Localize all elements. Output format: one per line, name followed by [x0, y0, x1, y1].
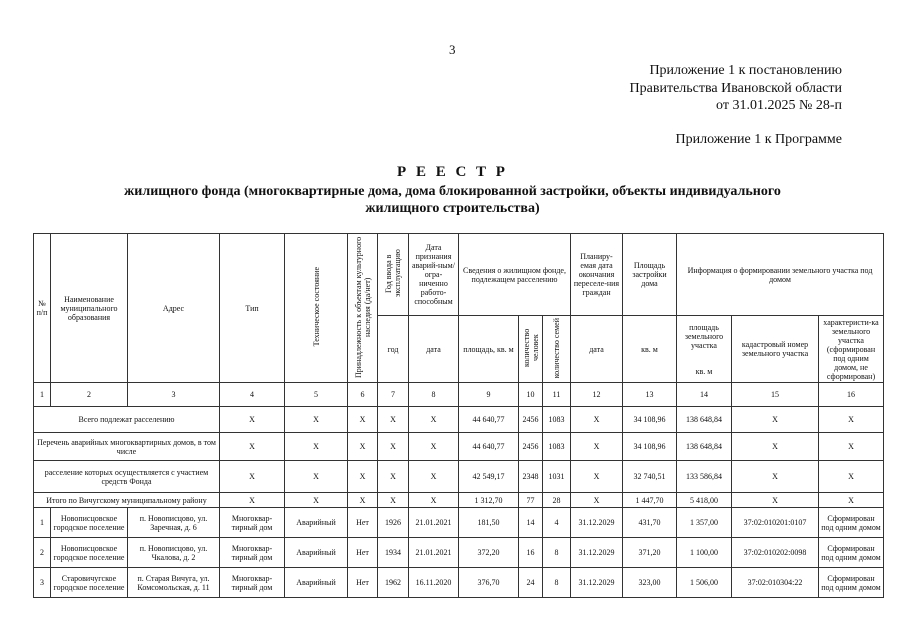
summary-label: Итого по Вичугскому муниципальному району: [34, 493, 220, 508]
header-planned-date: Планиру-емая дата окончания переселе-ния граждан: [571, 234, 623, 316]
summary-cell: 1 447,70: [623, 493, 677, 508]
row-cadastre: 37:02:010304:22: [732, 568, 819, 598]
summary-cell: 1 312,70: [459, 493, 519, 508]
row-families: 8: [543, 538, 571, 568]
summary-cell: Х: [409, 493, 459, 508]
col-number: 4: [220, 383, 285, 407]
summary-cell: Х: [409, 433, 459, 461]
row-plan-date: 31.12.2029: [571, 538, 623, 568]
summary-row: [34, 433, 884, 461]
summary-cell: Х: [819, 493, 884, 508]
header-land-info: Информация о формировании земельного участка под домом: [677, 234, 884, 316]
annex-line-1: Приложение 1 к постановлению: [649, 63, 842, 78]
header-unit-year: год: [378, 316, 409, 383]
registry-title: Р Е Е С Т Р: [397, 164, 508, 180]
col-number: 1: [34, 383, 51, 407]
col-number: 8: [409, 383, 459, 407]
summary-cell: 42 549,17: [459, 461, 519, 493]
header-num: № п/п: [34, 234, 51, 383]
row-people: 14: [519, 508, 543, 538]
row-land-char: Сформирован под одним домом: [819, 568, 884, 598]
summary-cell: 2348: [519, 461, 543, 493]
row-area: 181,50: [459, 508, 519, 538]
col-number: 5: [285, 383, 348, 407]
header-housing-info: Сведения о жилищном фонде, подлежащем расселению: [459, 234, 571, 316]
summary-cell: 34 108,96: [623, 407, 677, 433]
summary-cell: Х: [348, 461, 378, 493]
col-number: 10: [519, 383, 543, 407]
row-plan-date: 31.12.2029: [571, 508, 623, 538]
row-people: 24: [519, 568, 543, 598]
summary-cell: 77: [519, 493, 543, 508]
summary-cell: Х: [348, 493, 378, 508]
annex-line-2: Правительства Ивановской области: [629, 80, 842, 96]
registry-table: [33, 233, 884, 598]
summary-cell: 1031: [543, 461, 571, 493]
row-state: Аварийный: [285, 508, 348, 538]
row-type: Многоквар-тирный дом: [220, 508, 285, 538]
col-number: 16: [819, 383, 884, 407]
col-number: 2: [51, 383, 128, 407]
summary-cell: 28: [543, 493, 571, 508]
header-year: [378, 234, 409, 316]
summary-cell: Х: [285, 493, 348, 508]
col-number: 15: [732, 383, 819, 407]
summary-cell: Х: [571, 407, 623, 433]
registry-subtitle: жилищного фонда (многоквартирные дома, дома блокированной застройки, объекты индивидуального жилищного строительства): [124, 184, 781, 216]
row-cadastre: 37:02:010202:0098: [732, 538, 819, 568]
header-unit-plan-date: дата: [571, 316, 623, 383]
col-number: 11: [543, 383, 571, 407]
header-unit-date: дата: [409, 316, 459, 383]
row-land-char: Сформирован под одним домом: [819, 508, 884, 538]
summary-cell: Х: [285, 407, 348, 433]
summary-cell: Х: [348, 433, 378, 461]
summary-cell: Х: [378, 461, 409, 493]
row-plan-date: 31.12.2029: [571, 568, 623, 598]
table-header: [34, 234, 884, 407]
header-land-area-label: площадь земельного участка: [684, 322, 724, 350]
summary-cell: 44 640,77: [459, 433, 519, 461]
header-cadastre: кадастровый номер земельного участка: [732, 316, 819, 383]
summary-cell: Х: [571, 493, 623, 508]
summary-cell: Х: [571, 433, 623, 461]
row-land-area: 1 506,00: [677, 568, 732, 598]
row-state: Аварийный: [285, 538, 348, 568]
header-tech-state-label: Техническое состояние: [311, 267, 321, 347]
summary-cell: Х: [819, 461, 884, 493]
row-year: 1962: [378, 568, 409, 598]
row-cadastre: 37:02:010201:0107: [732, 508, 819, 538]
header-municipality: Наименование муниципального образования: [51, 234, 128, 383]
row-year: 1926: [378, 508, 409, 538]
header-building-area: Площадь застройки дома: [623, 234, 677, 316]
summary-cell: 133 586,84: [677, 461, 732, 493]
row-address: п. Старая Вичуга, ул. Комсомольская, д. 11: [128, 568, 220, 598]
row-year: 1934: [378, 538, 409, 568]
row-address: п. Новописцово, ул. Чкалова, д. 2: [128, 538, 220, 568]
summary-cell: Х: [378, 493, 409, 508]
col-number: 12: [571, 383, 623, 407]
summary-cell: Х: [732, 461, 819, 493]
row-people: 16: [519, 538, 543, 568]
summary-cell: Х: [220, 407, 285, 433]
summary-cell: Х: [220, 493, 285, 508]
header-unit-build-area: кв. м: [623, 316, 677, 383]
header-heritage-label: Принадлежность к объектам культурного наследия (да/нет): [353, 236, 372, 378]
col-number: 3: [128, 383, 220, 407]
row-number: 3: [34, 568, 51, 598]
row-date: 21.01.2021: [409, 508, 459, 538]
header-unit-families-label: количество семей: [552, 317, 561, 379]
summary-cell: 138 648,84: [677, 407, 732, 433]
summary-cell: 138 648,84: [677, 433, 732, 461]
row-families: 8: [543, 568, 571, 598]
summary-label: Перечень аварийных многоквартирных домов, в том числе: [34, 433, 220, 461]
summary-cell: Х: [819, 433, 884, 461]
row-municipality: Новописцовское городское поселение: [51, 508, 128, 538]
annex-line-3: от 31.01.2025 № 28-п: [716, 98, 842, 113]
summary-cell: Х: [378, 407, 409, 433]
summary-cell: Х: [409, 461, 459, 493]
header-recognition-date: Дата признания аварий-ным/огра-ниченно работо-способным: [409, 234, 459, 316]
column-number-row: [34, 383, 884, 407]
row-land-char: Сформирован под одним домом: [819, 538, 884, 568]
col-number: 7: [378, 383, 409, 407]
header-land-area-unit: кв. м: [695, 366, 713, 376]
summary-cell: 44 640,77: [459, 407, 519, 433]
summary-cell: 34 108,96: [623, 433, 677, 461]
table-row: [34, 508, 884, 538]
row-heritage: Нет: [348, 508, 378, 538]
summary-cell: 1083: [543, 433, 571, 461]
row-build-area: 323,00: [623, 568, 677, 598]
annex-program: Приложение 1 к Программе: [675, 132, 842, 147]
summary-label: расселение которых осуществляется с участием средств Фонда: [34, 461, 220, 493]
summary-cell: 32 740,51: [623, 461, 677, 493]
summary-cell: 1083: [543, 407, 571, 433]
summary-rows: [34, 407, 884, 508]
summary-cell: Х: [285, 433, 348, 461]
row-build-area: 431,70: [623, 508, 677, 538]
summary-cell: Х: [409, 407, 459, 433]
header-tech-state: [285, 234, 348, 383]
table-row: [34, 538, 884, 568]
summary-cell: Х: [220, 461, 285, 493]
row-type: Многоквар-тирный дом: [220, 568, 285, 598]
table-row: [34, 568, 884, 598]
annex-header: [630, 62, 842, 115]
summary-cell: 2456: [519, 407, 543, 433]
header-land-char: характеристи-ка земельного участка (сформирован под одним домом, не сформирован): [819, 316, 884, 383]
row-number: 1: [34, 508, 51, 538]
summary-cell: 5 418,00: [677, 493, 732, 508]
row-families: 4: [543, 508, 571, 538]
row-address: п. Новописцово, ул. Заречная, д. 6: [128, 508, 220, 538]
summary-label: Всего подлежат расселению: [34, 407, 220, 433]
row-date: 21.01.2021: [409, 538, 459, 568]
data-rows: [34, 508, 884, 598]
header-unit-families: [543, 316, 571, 383]
summary-row: [34, 461, 884, 493]
header-year-label: Год ввода в эксплуатацию: [384, 249, 402, 298]
row-type: Многоквар-тирный дом: [220, 538, 285, 568]
summary-cell: Х: [732, 433, 819, 461]
header-heritage: [348, 234, 378, 383]
row-state: Аварийный: [285, 568, 348, 598]
summary-cell: Х: [571, 461, 623, 493]
row-land-area: 1 100,00: [677, 538, 732, 568]
row-heritage: Нет: [348, 538, 378, 568]
row-land-area: 1 357,00: [677, 508, 732, 538]
summary-row: [34, 493, 884, 508]
header-unit-people-label: количество человек: [521, 328, 540, 368]
row-area: 372,20: [459, 538, 519, 568]
summary-row: [34, 407, 884, 433]
summary-cell: 2456: [519, 433, 543, 461]
row-build-area: 371,20: [623, 538, 677, 568]
col-number: 9: [459, 383, 519, 407]
row-municipality: Новописцовское городское поселение: [51, 538, 128, 568]
col-number: 13: [623, 383, 677, 407]
summary-cell: Х: [220, 433, 285, 461]
row-area: 376,70: [459, 568, 519, 598]
header-type: Тип: [220, 234, 285, 383]
row-number: 2: [34, 538, 51, 568]
col-number: 6: [348, 383, 378, 407]
header-unit-area: площадь, кв. м: [459, 316, 519, 383]
header-unit-people: [519, 316, 543, 383]
row-date: 16.11.2020: [409, 568, 459, 598]
summary-cell: Х: [732, 493, 819, 508]
page-number: 3: [449, 42, 456, 57]
summary-cell: Х: [819, 407, 884, 433]
row-heritage: Нет: [348, 568, 378, 598]
summary-cell: Х: [348, 407, 378, 433]
header-address: Адрес: [128, 234, 220, 383]
summary-cell: Х: [285, 461, 348, 493]
summary-cell: Х: [378, 433, 409, 461]
col-number: 14: [677, 383, 732, 407]
summary-cell: Х: [732, 407, 819, 433]
header-land-area: [677, 316, 732, 383]
row-municipality: Старовичугское городское поселение: [51, 568, 128, 598]
